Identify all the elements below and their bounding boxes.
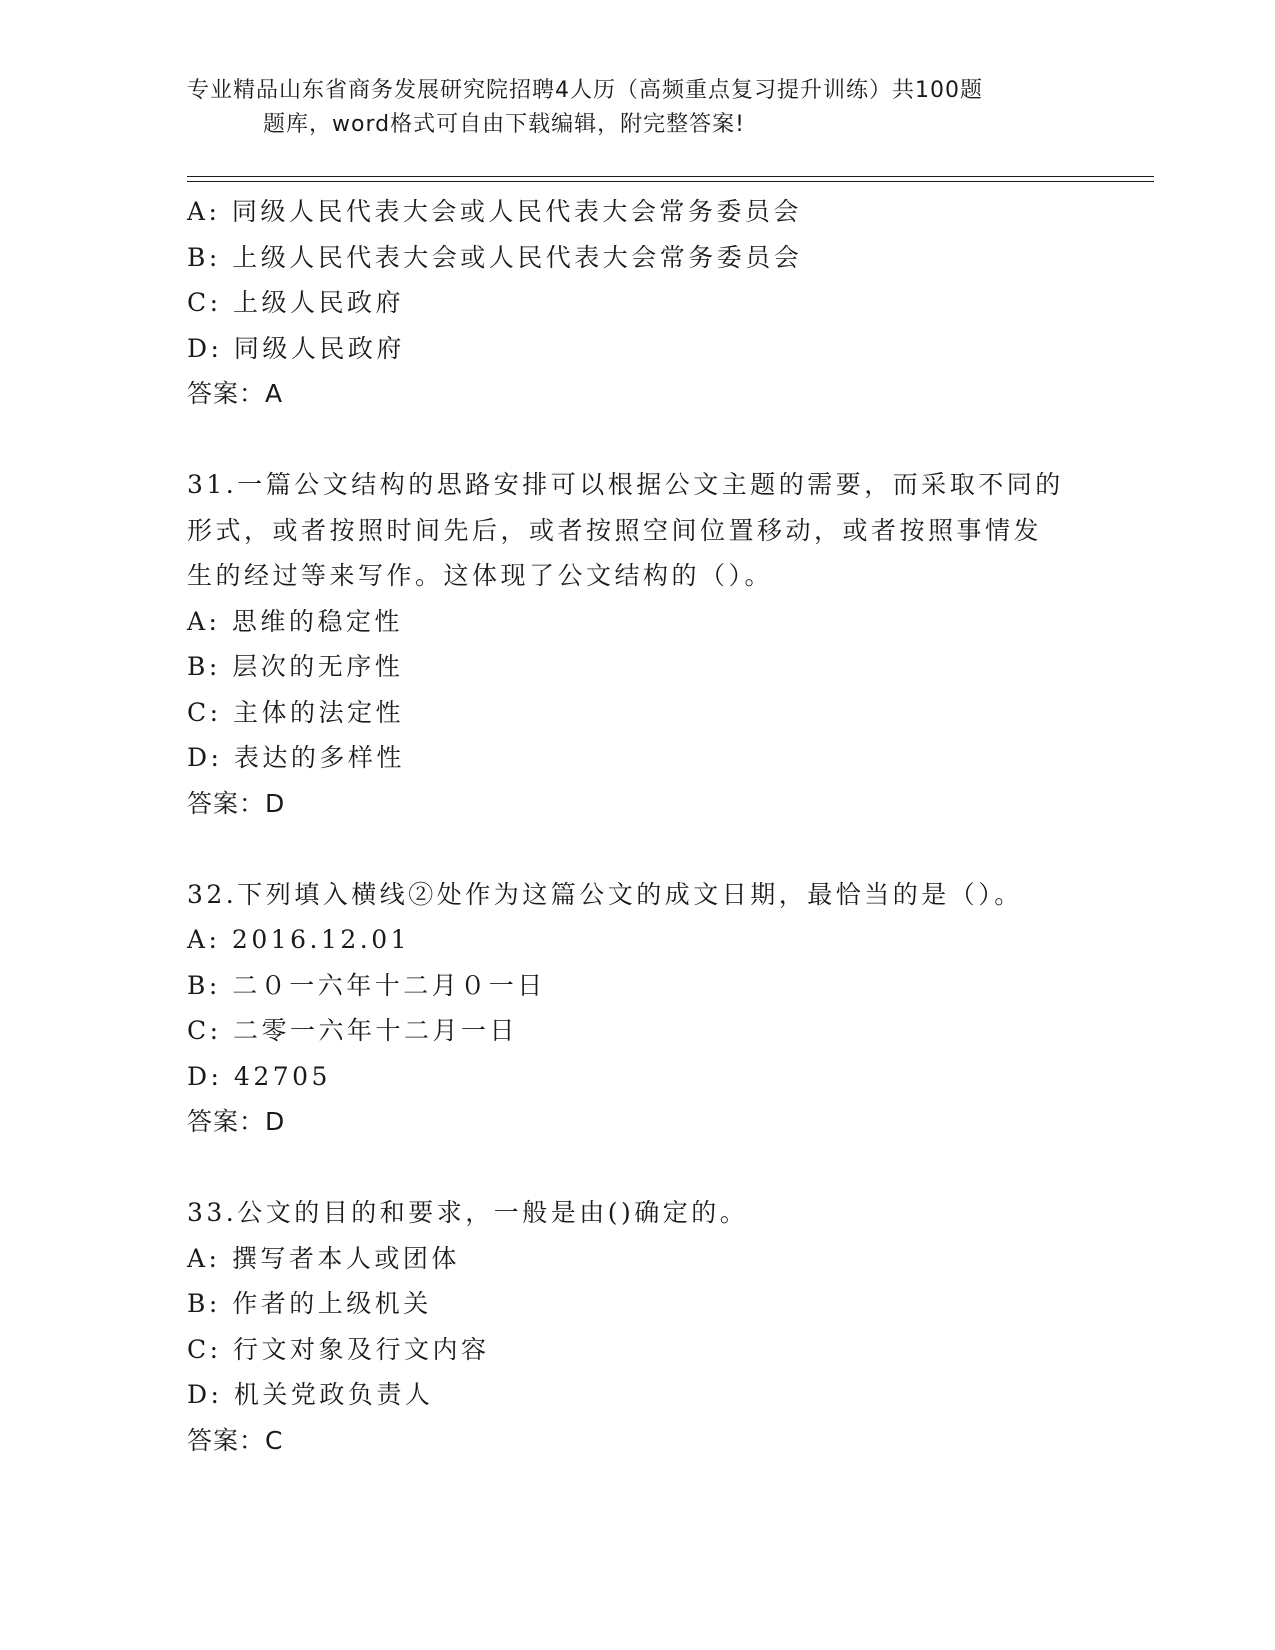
q31-stem-line1: 31.一篇公文结构的思路安排可以根据公文主题的需要，而采取不同的 (187, 470, 1064, 499)
q33-answer: 答案：C (187, 1425, 284, 1455)
header-rule-bottom (187, 181, 1154, 182)
q31-answer: 答案：D (187, 788, 286, 818)
spacer (187, 1145, 1087, 1191)
q32-option-c: C: 二零一六年十二月一日 (187, 1016, 518, 1045)
q30-option-c: C: 上级人民政府 (187, 288, 404, 317)
q31-stem-line2: 形式，或者按照时间先后，或者按照空间位置移动，或者按照事情发 (187, 515, 1043, 545)
document-header (187, 74, 1067, 142)
q33-option-d: D: 机关党政负责人 (187, 1380, 434, 1409)
q30-answer: 答案：A (187, 379, 284, 408)
header-rule-top (187, 176, 1154, 177)
spacer (187, 417, 1087, 463)
q32-stem: 32.下列填入横线②处作为这篇公文的成文日期，最恰当的是（）。 (187, 879, 1023, 909)
q32-answer: 答案：D (187, 1107, 286, 1136)
q31-option-d: D: 表达的多样性 (187, 743, 405, 772)
header-title-line2: 题库，word格式可自由下载编辑，附完整答案! (263, 112, 745, 137)
q32-option-b: B: 二０一六年十二月０一日 (187, 970, 546, 1000)
q33-option-a: A: 撰写者本人或团体 (187, 1243, 460, 1273)
q32-option-a: A: 2016.12.01 (187, 925, 411, 954)
q30-option-d: D: 同级人民政府 (187, 333, 405, 363)
q32-option-d: D: 42705 (187, 1061, 331, 1091)
question-30-block (187, 189, 1087, 417)
q33-stem: 33.公文的目的和要求，一般是由()确定的。 (187, 1198, 749, 1227)
q31-option-a: A: 思维的稳定性 (187, 606, 403, 636)
question-list (187, 189, 1087, 1463)
spacer (187, 826, 1087, 872)
question-33-block (187, 1190, 1087, 1463)
q31-option-b: B: 层次的无序性 (187, 652, 404, 681)
q30-option-b: B: 上级人民代表大会或人民代表大会常务委员会 (187, 242, 803, 272)
q30-option-a: A: 同级人民代表大会或人民代表大会常务委员会 (187, 197, 802, 226)
q33-option-b: B: 作者的上级机关 (187, 1289, 432, 1318)
q31-stem-line3: 生的经过等来写作。这体现了公文结构的（）。 (187, 561, 774, 590)
question-31-block (187, 462, 1087, 826)
q31-option-c: C: 主体的法定性 (187, 697, 404, 727)
q33-option-c: C: 行文对象及行文内容 (187, 1334, 490, 1364)
question-32-block (187, 872, 1087, 1145)
header-title-line1: 专业精品山东省商务发展研究院招聘4人历（高频重点复习提升训练）共100题 (187, 78, 983, 103)
